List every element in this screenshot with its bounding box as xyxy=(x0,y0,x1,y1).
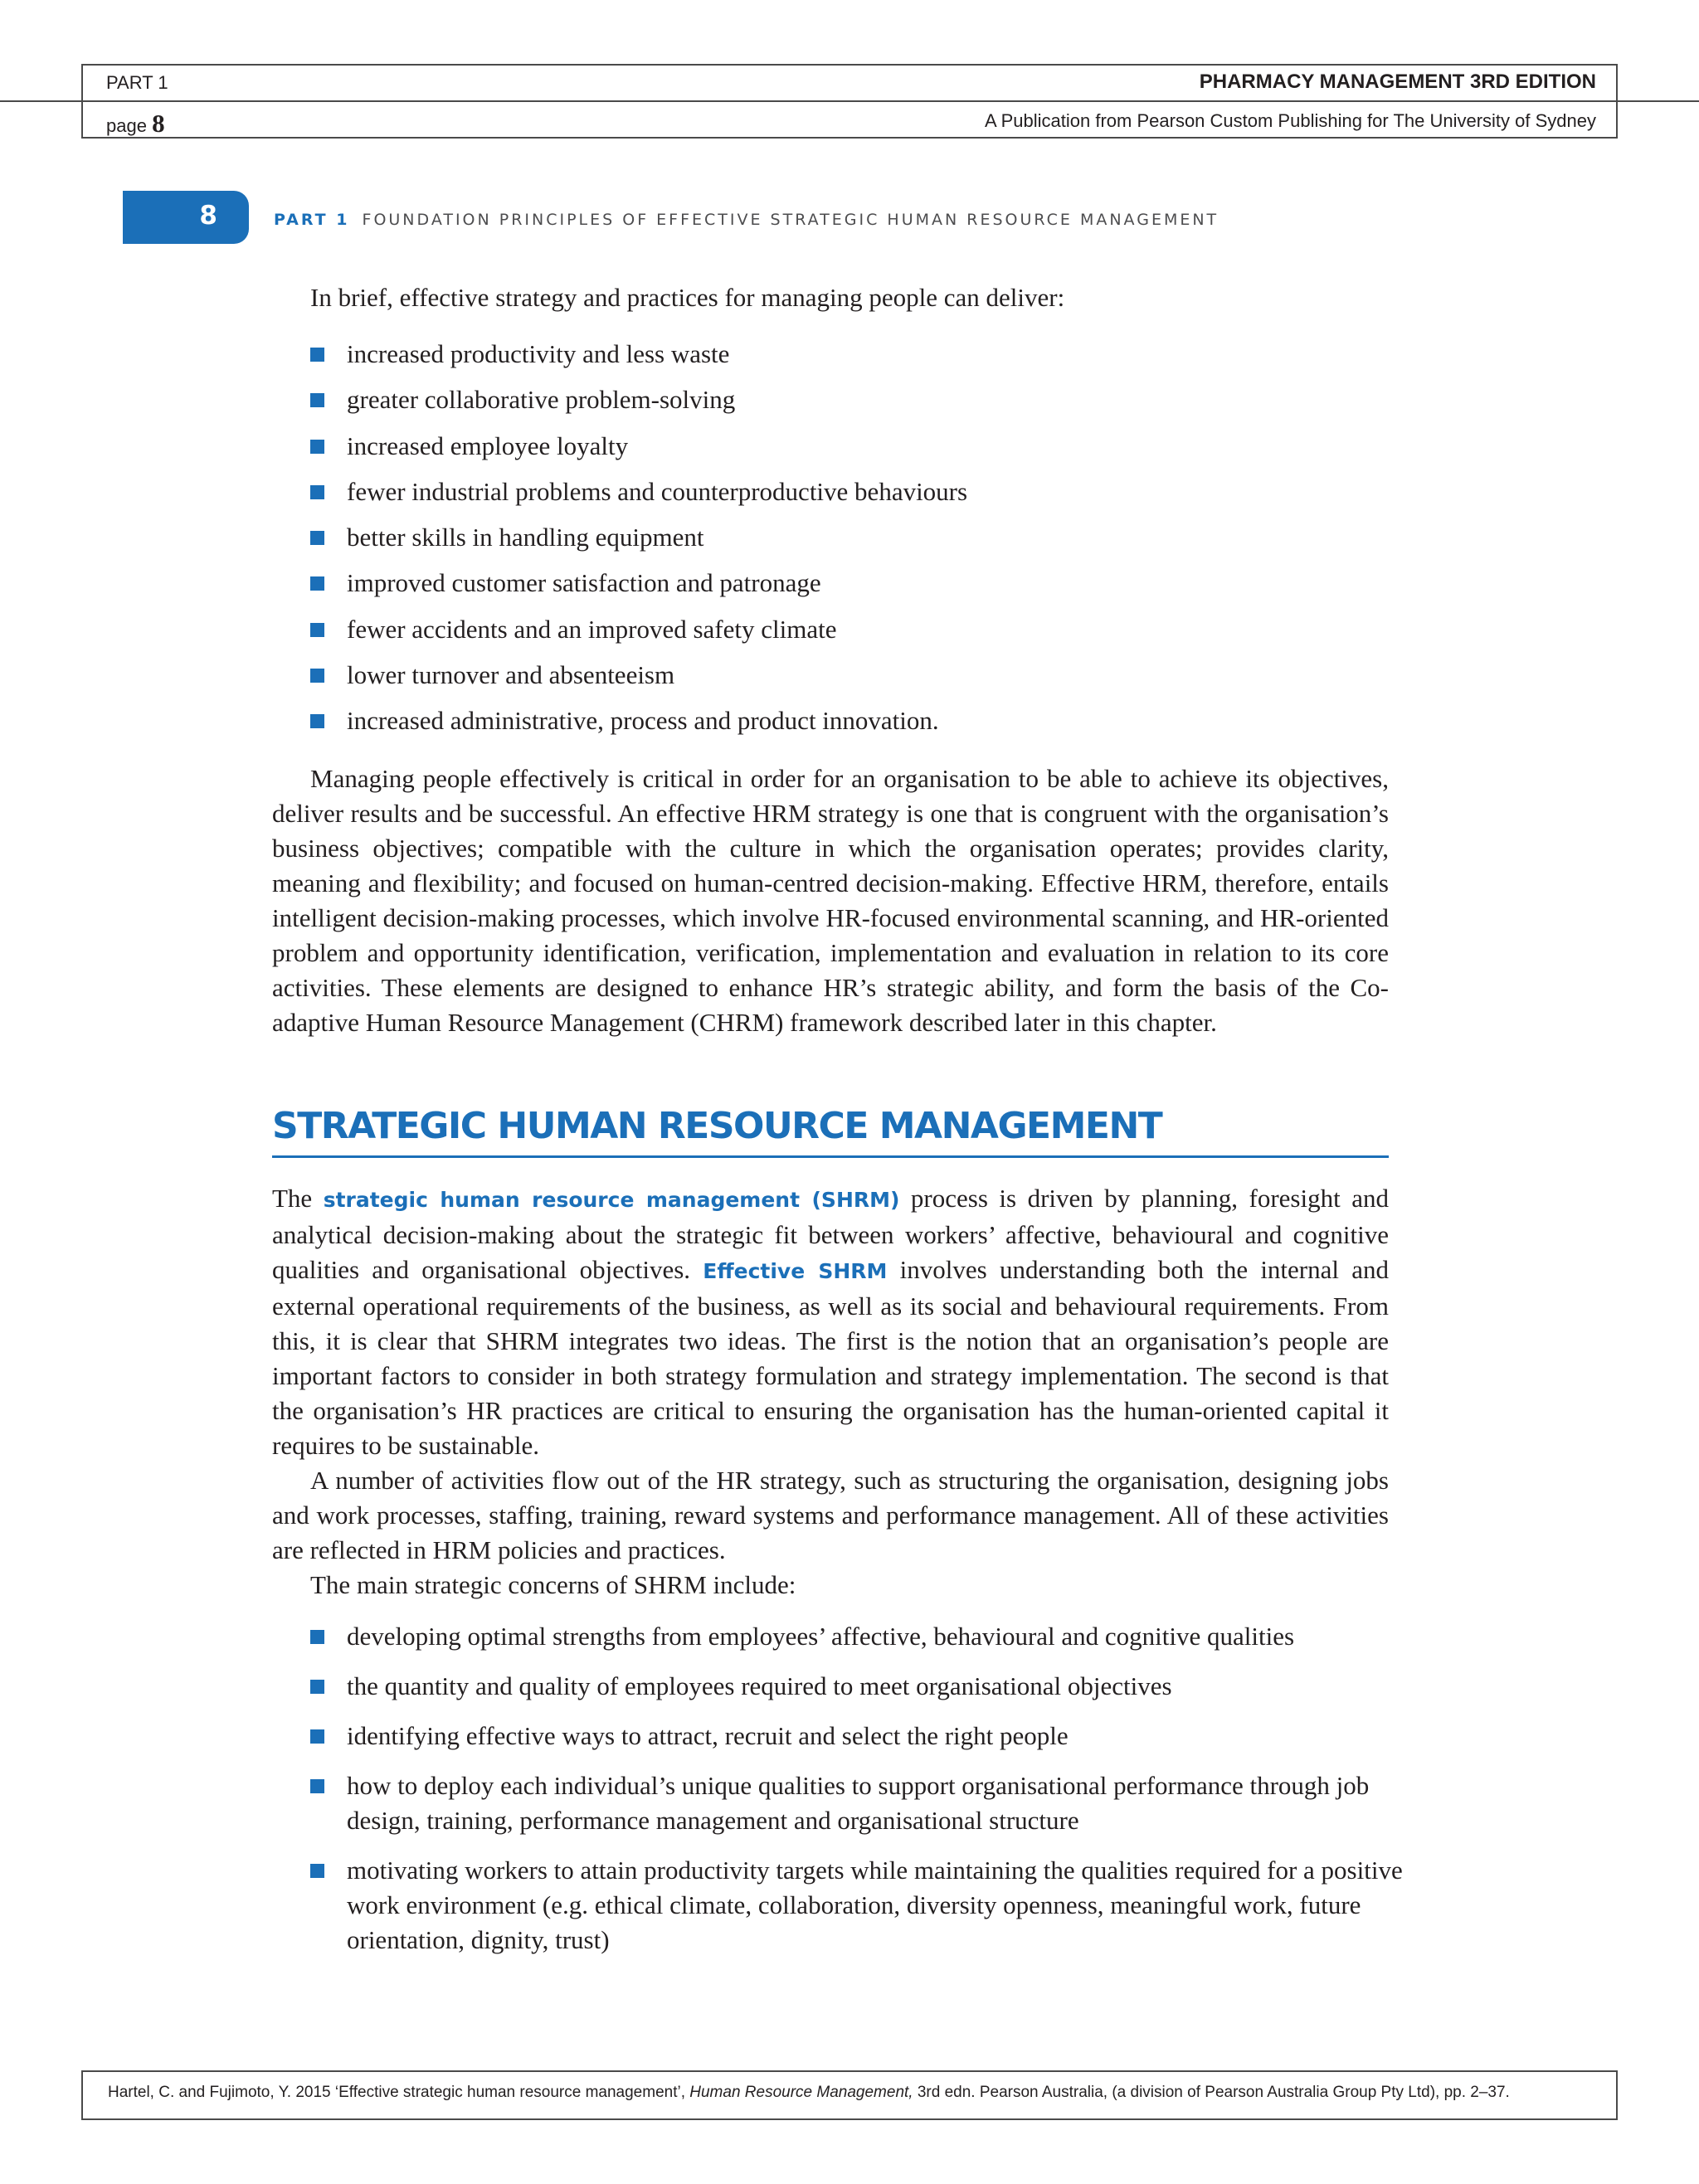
key-term-effective-shrm: Effective SHRM xyxy=(703,1259,888,1283)
list-item: increased productivity and less waste xyxy=(310,337,967,382)
key-term-shrm: strategic human resource management (SHRM) xyxy=(323,1188,900,1212)
list-item: increased administrative, process and product innovation. xyxy=(310,703,967,749)
shrm-paragraph: The strategic human resource management (SHRM) process is driven by planning, foresight and analytical decision-making about the strategic fit between workers’ affective, behavioural and cognitive qualities and organisational objectives. Effective SHRM involves understanding both the internal and external operational requirements of the business, as well as its social and behavioural requirements. From this, it is clear that SHRM integrates two ideas. The first is the notion that an organisation’s people are important factors to consider in both strategy formulation and strategy implementation. The second is that the organisation’s HR practices are critical to ensuring the organisation has the human-oriented capital it requires to be sustainable. xyxy=(272,1184,1390,1460)
body-paragraph-1 xyxy=(272,761,1389,1040)
list-item: the quantity and quality of employees required to meet organisational objectives xyxy=(310,1669,1405,1704)
header-book-title: PHARMACY MANAGEMENT 3RD EDITION xyxy=(1199,71,1596,93)
running-head xyxy=(274,211,1219,229)
bullet-square-icon xyxy=(310,669,324,683)
bullet-square-icon xyxy=(310,348,324,362)
list-item: better skills in handling equipment xyxy=(310,520,967,566)
paragraph-text: Managing people effectively is critical in order for an organisation to be able to achieve its objectives, deliver results and be successful. An effective HRM strategy is one that is congruent with the organisation’s business objectives; compatible with the culture in which the organisation operates; provides clarity, meaning and flexibility; and focused on human-centred decision-making. Effective HRM, therefore, entails intelligent decision-making processes, which involve HR-focused environmental scanning, and HR-oriented problem and opportunity identification, verification, implementation and evaluation in relation to its core activities. These elements are designed to enhance HR’s strategic ability, and form the basis of the Co-adaptive Human Resource Management (CHRM) framework described later in this chapter. xyxy=(272,764,1389,1037)
page-number-tab xyxy=(123,191,249,244)
header-publication: A Publication from Pearson Custom Publishing for The University of Sydney xyxy=(985,110,1596,131)
bullet-square-icon xyxy=(310,576,324,591)
bullet-square-icon xyxy=(310,1779,324,1793)
bullet-square-icon xyxy=(310,1680,324,1694)
header-page-number: 8 xyxy=(152,109,165,138)
footer-citation: Hartel, C. and Fujimoto, Y. 2015 ‘Effective strategic human resource management’, Human Resource Management, 3rd edn. Pearson Australia, (a division of Pearson Australia Group Pty Ltd), pp. 2–37. xyxy=(108,2084,1510,2101)
concerns-list xyxy=(310,1619,1405,1972)
section-heading-rule xyxy=(272,1155,1389,1158)
bullet-square-icon xyxy=(310,531,324,545)
running-head-part: PART 1 xyxy=(274,211,350,229)
shrm-section-body xyxy=(272,1181,1389,1603)
list-item: improved customer satisfaction and patronage xyxy=(310,566,967,611)
section-heading: STRATEGIC HUMAN RESOURCE MANAGEMENT xyxy=(272,1105,1162,1147)
bullet-square-icon xyxy=(310,1864,324,1878)
bullet-square-icon xyxy=(310,440,324,454)
bullet-square-icon xyxy=(310,1729,324,1744)
list-item: lower turnover and absenteeism xyxy=(310,658,967,703)
bullet-square-icon xyxy=(310,1630,324,1644)
list-item: fewer accidents and an improved safety climate xyxy=(310,612,967,658)
citation-book-title: Human Resource Management, xyxy=(689,2084,913,2101)
bullet-square-icon xyxy=(310,714,324,728)
benefits-list xyxy=(310,337,967,750)
running-head-title: FOUNDATION PRINCIPLES OF EFFECTIVE STRATEGIC HUMAN RESOURCE MANAGEMENT xyxy=(362,211,1219,229)
header-page-label: page xyxy=(106,115,147,136)
header-page xyxy=(106,109,165,139)
bullet-square-icon xyxy=(310,485,324,499)
list-item: identifying effective ways to attract, recruit and select the right people xyxy=(310,1719,1405,1754)
bullet-square-icon xyxy=(310,623,324,637)
concerns-intro: The main strategic concerns of SHRM include: xyxy=(310,1570,796,1599)
list-item: increased employee loyalty xyxy=(310,429,967,474)
page-tab-number: 8 xyxy=(199,201,217,231)
header-rule xyxy=(0,100,1699,102)
bullet-square-icon xyxy=(310,393,324,407)
list-item: fewer industrial problems and counterproductive behaviours xyxy=(310,474,967,520)
intro-text: In brief, effective strategy and practices for managing people can deliver: xyxy=(310,283,1065,312)
header-part: PART 1 xyxy=(106,72,168,93)
activities-paragraph: A number of activities flow out of the HR strategy, such as structuring the organisation, designing jobs and work processes, staffing, training, reward systems and performance management. All of these activities are reflected in HRM policies and practices. xyxy=(272,1466,1389,1564)
list-item: developing optimal strengths from employees’ affective, behavioural and cognitive qualities xyxy=(310,1619,1405,1654)
list-item: greater collaborative problem-solving xyxy=(310,382,967,428)
list-item: how to deploy each individual’s unique qualities to support organisational performance through job design, training, performance management and organisational structure xyxy=(310,1768,1405,1838)
list-item: motivating workers to attain productivity targets while maintaining the qualities required for a positive work environment (e.g. ethical climate, collaboration, diversity openness, meaningful work, future orientation, dignity, trust) xyxy=(310,1853,1405,1958)
